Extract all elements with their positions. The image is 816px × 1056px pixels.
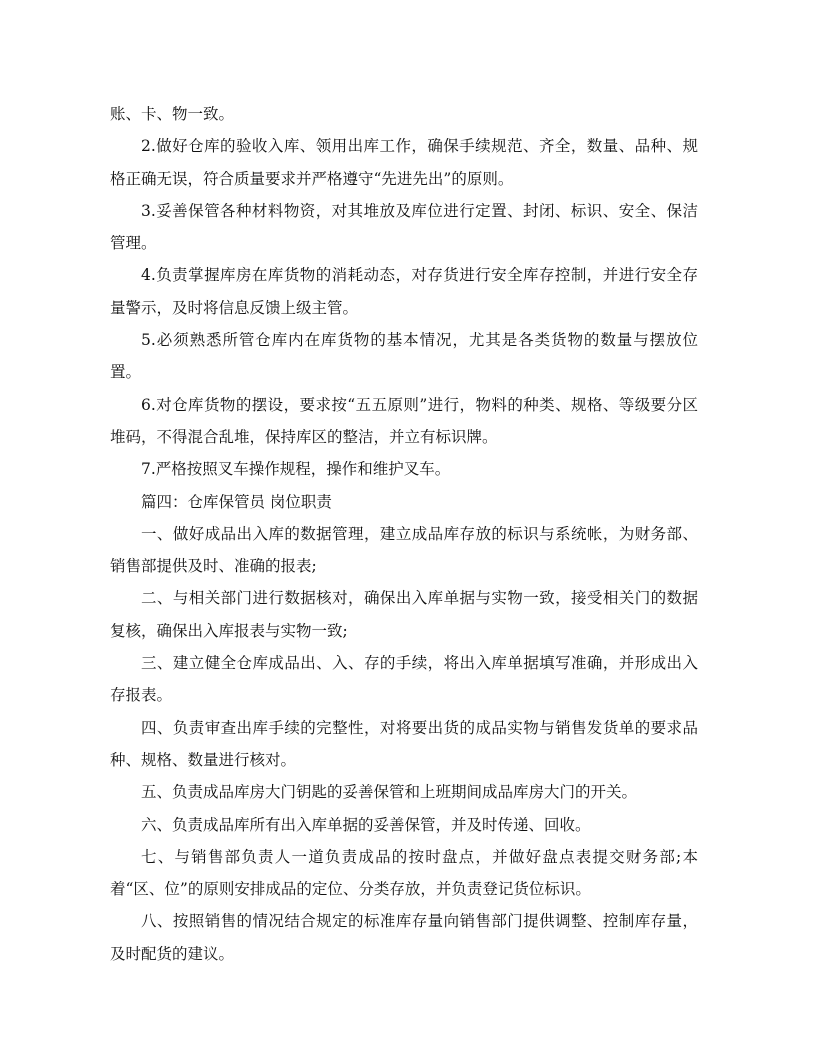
duty-item-2: 二、与相关部门进行数据核对，确保出入库单据与实物一致，接受相关门的数据复核，确保出入库报表与实物一致; bbox=[110, 589, 698, 640]
section-heading: 篇四：仓库保管员 岗位职责 bbox=[141, 492, 332, 511]
paragraph-item-5: 5.必须熟悉所管仓库内在库货物的基本情况，尤其是各类货物的数量与摆放位置。 bbox=[110, 331, 698, 382]
duty-item-7: 七、与销售部负责人一道负责成品的按时盘点，并做好盘点表提交财务部;本着“区、位”的原则安排成品的定位、分类存放，并负责登记货位标识。 bbox=[110, 847, 698, 899]
duty-item-5: 五、负责成品库房大门钥匙的妥善保管和上班期间成品库房大门的开关。 bbox=[141, 783, 638, 802]
duty-item-8: 八、按照销售的情况结合规定的标准库存量向销售部门提供调整、控制库存量，及时配货的建议。 bbox=[110, 912, 698, 963]
paragraph-item-6: 6.对仓库货物的摆设，要求按“五五原则”进行，物料的种类、规格、等级要分区堆码，不得混合乱堆，保持库区的整洁，并立有标识牌。 bbox=[110, 395, 698, 446]
duty-item-6: 六、负责成品库所有出入库单据的妥善保管，并及时传递、回收。 bbox=[141, 815, 591, 834]
duty-item-4: 四、负责审查出库手续的完整性，对将要出货的成品实物与销售发货单的要求品种、规格、数量进行核对。 bbox=[110, 718, 698, 769]
duty-item-1: 一、做好成品出入库的数据管理，建立成品库存放的标识与系统帐，为财务部、销售部提供及时、准确的报表; bbox=[110, 524, 698, 576]
paragraph-item-7: 7.严格按照叉车操作规程，操作和维护叉车。 bbox=[141, 460, 451, 479]
paragraph-item-2: 2.做好仓库的验收入库、领用出库工作，确保手续规范、齐全，数量、品种、规格正确无误，符合质量要求并严格遵守“先进先出”的原则。 bbox=[110, 137, 698, 188]
duty-item-3: 三、建立健全仓库成品出、入、存的手续，将出入库单据填写准确，并形成出入存报表。 bbox=[110, 654, 698, 705]
paragraph-item-4: 4.负责掌握库房在库货物的消耗动态，对存货进行安全库存控制，并进行安全存量警示，及时将信息反馈上级主管。 bbox=[110, 266, 698, 317]
paragraph-item-3: 3.妥善保管各种材料物资，对其堆放及库位进行定置、封闭、标识、安全、保洁管理。 bbox=[110, 201, 698, 253]
paragraph-continued: 账、卡、物一致。 bbox=[110, 105, 235, 123]
document-body bbox=[110, 98, 698, 970]
